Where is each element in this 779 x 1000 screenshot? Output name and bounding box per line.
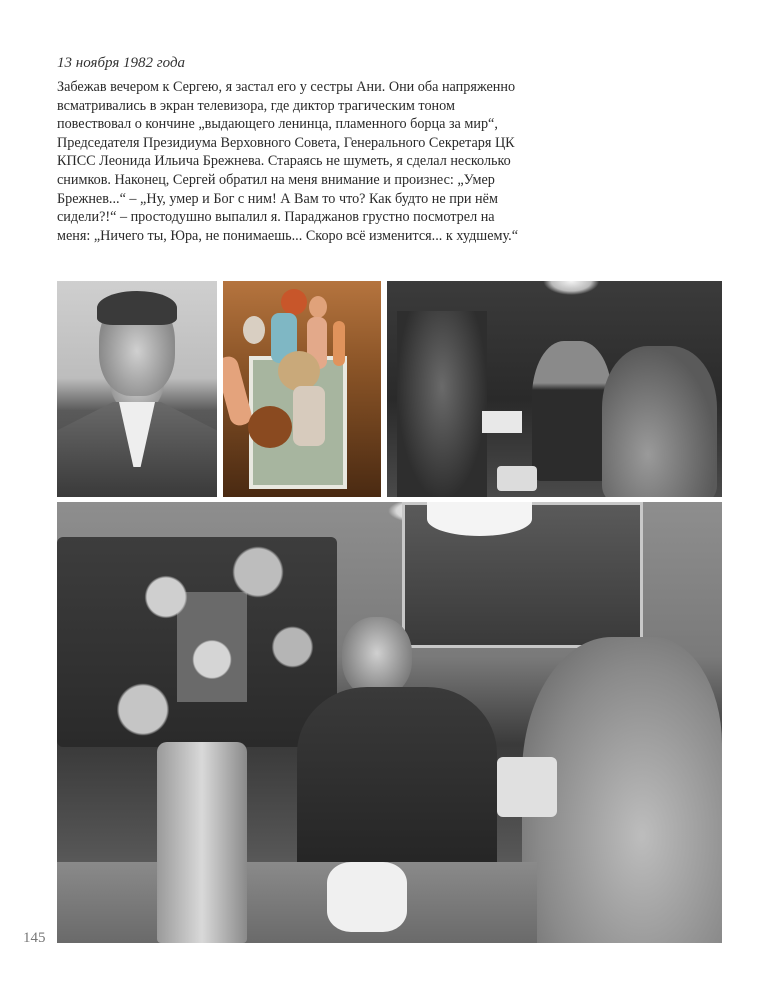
- paragraph-text: Забежав вечером к Сергею, я застал его у сестры Ани. Они оба напряженно всматривались в экран телевизора, где диктор трагическим тоном повествовал о кончине „выдающего ленинца, пламенного борца за мир“, Председателя Президиума Верховного Совета, Генерального Секретаря ЦК КПСС Леонида Ильича Брежнева. Стараясь не шуметь, я сделал несколько снимков. Наконец, Сергей обратил на меня внимание и произнес: „Умер Брежнев...“ – „Ну, умер и Бог с ним! А Вам то что? Как будто не при нём сидели?!“ – простодушно выпалил я. Параджанов грустно посмотрел на меня: „Ничего ты, Юра, не понимаешь... Скоро всё изменится... к худшему.“: [57, 79, 519, 244]
- glass-vase: [157, 742, 247, 943]
- date-heading: 13 ноября 1982 года: [57, 55, 186, 71]
- doll-head: [278, 351, 320, 391]
- photo-portrait: [57, 281, 217, 497]
- doll-head: [281, 289, 307, 315]
- portrait-hair: [97, 291, 177, 325]
- doll-mask: [243, 316, 265, 344]
- photo-two-people-table: [387, 281, 722, 497]
- doll-leg: [333, 321, 345, 366]
- paper-in-hand: [482, 411, 522, 433]
- tablecloth: [57, 862, 537, 943]
- photo-dolls: [223, 281, 381, 497]
- pillow: [497, 757, 557, 817]
- dried-flowers: [97, 522, 327, 772]
- man-body: [297, 687, 497, 877]
- man-head: [342, 617, 412, 697]
- doll-dress: [293, 386, 325, 446]
- doll-head: [309, 296, 327, 318]
- photo-main-scene: [57, 502, 722, 943]
- ceiling-lamp: [427, 502, 532, 536]
- person-woman: [602, 346, 717, 497]
- napkin: [327, 862, 407, 932]
- page-number: 145: [23, 930, 46, 946]
- body-paragraph: [57, 78, 527, 245]
- person-man: [532, 341, 612, 481]
- napkin: [497, 466, 537, 491]
- doll-head: [248, 406, 292, 448]
- flowers-vase: [397, 311, 487, 497]
